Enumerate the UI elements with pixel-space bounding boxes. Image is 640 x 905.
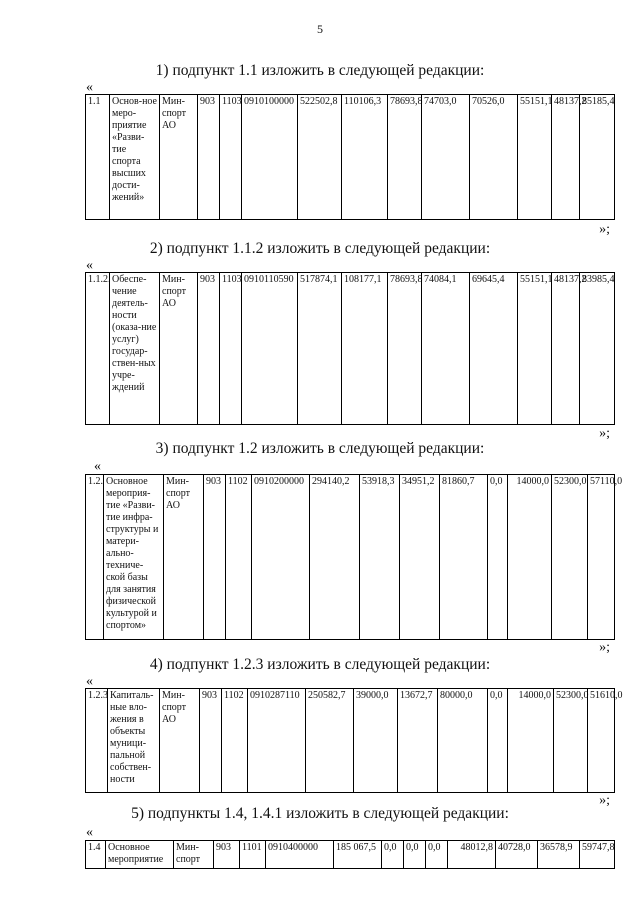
- row-value-year-1: 53918,3: [359, 474, 399, 639]
- row-value-total: 522502,8: [297, 94, 341, 219]
- row-value-year-1: 108177,1: [341, 272, 387, 424]
- row-number: 1.1: [85, 94, 109, 219]
- row-organization: Мин-спорт АО: [159, 688, 199, 792]
- section-3-heading: 3) подпункт 1.2 изложить в следующей редакции:: [155, 440, 485, 457]
- row-name: Основ-ное меро-приятие «Разви-тие спорта высших дости-жений»: [109, 94, 159, 219]
- section-5-heading: 5) подпункты 1.4, 1.4.1 изложить в следующей редакции:: [131, 805, 509, 822]
- section-1-heading: 1) подпункт 1.1 изложить в следующей редакции:: [155, 62, 485, 79]
- row-name: Обеспе-чение деятель-ности (оказа-ние услуг) государ-ствен-ных учре-ждений: [109, 272, 159, 424]
- row-value-year-2: 0,0: [403, 840, 425, 868]
- row-value-year-3: 74703,0: [421, 94, 469, 219]
- row-name: Основное мероприятие: [105, 840, 173, 868]
- row-value-total: 185 067,5: [333, 840, 381, 868]
- section-4-close-mark: »;: [599, 793, 610, 808]
- row-code-section: 1102: [221, 688, 247, 792]
- row-organization: Мин-спорт АО: [163, 474, 203, 639]
- row-value-year-5: 14000,0: [507, 474, 551, 639]
- row-organization: Мин-спорт АО: [159, 272, 197, 424]
- row-value-year-6: 48137,2: [551, 272, 579, 424]
- section-4-open-quote: «: [86, 674, 93, 689]
- row-value-year-4: 0,0: [487, 474, 507, 639]
- row-value-year-7: 57110,0: [587, 474, 615, 639]
- section-2-heading: 2) подпункт 1.1.2 изложить в следующей редакции:: [149, 240, 491, 257]
- row-name: Основное мероприя-тие «Разви-тие инфра-структуры и матери-ально-техниче-ской базы для занятия физической культурой и спортом»: [103, 474, 163, 639]
- section-1-open-quote: «: [86, 80, 93, 95]
- row-value-year-2: 78693,8: [387, 94, 421, 219]
- row-code-target: 0910100000: [241, 94, 297, 219]
- row-code-ministry: 903: [197, 94, 219, 219]
- row-number: 1.2.3: [85, 688, 107, 792]
- row-value-year-2: 78693,8: [387, 272, 421, 424]
- row-code-target: 0910110590: [241, 272, 297, 424]
- row-value-year-5: 55151,1: [517, 272, 551, 424]
- section-3-open-quote: «: [94, 459, 101, 474]
- row-value-year-1: 110106,3: [341, 94, 387, 219]
- row-value-year-6: 52300,0: [551, 474, 587, 639]
- row-organization: Мин-спорт: [173, 840, 213, 868]
- row-number: 1.1.2.: [85, 272, 109, 424]
- row-code-target: 0910287110: [247, 688, 305, 792]
- row-value-year-4: 0,0: [487, 688, 507, 792]
- row-code-section: 1103: [219, 94, 241, 219]
- row-value-year-3: 74084,1: [421, 272, 469, 424]
- section-4-table: [85, 688, 623, 792]
- row-number: 1.4: [85, 840, 105, 868]
- row-value-year-6: 48137,2: [551, 94, 579, 219]
- row-value-year-3: 81860,7: [439, 474, 487, 639]
- row-name: Капиталь-ные вло-жения в объекты муници-пальной собствен-ности: [107, 688, 159, 792]
- page-number: 5: [317, 22, 323, 36]
- row-value-year-4: 70526,0: [469, 94, 517, 219]
- row-value-year-5: 14000,0: [507, 688, 553, 792]
- row-value-year-5: 55151,1: [517, 94, 551, 219]
- row-value-year-1: 39000,0: [353, 688, 397, 792]
- row-code-ministry: 903: [213, 840, 239, 868]
- row-value-year-4: 69645,4: [469, 272, 517, 424]
- row-code-ministry: 903: [203, 474, 225, 639]
- row-code-ministry: 903: [199, 688, 221, 792]
- row-number: 1.2.: [85, 474, 103, 639]
- row-value-year-3: 0,0: [425, 840, 447, 868]
- row-code-target: 0910400000: [265, 840, 333, 868]
- row-value-year-6: 36578,9: [537, 840, 579, 868]
- section-1-table: [85, 94, 615, 219]
- row-value-total: 517874,1: [297, 272, 341, 424]
- section-2-close-mark: »;: [599, 426, 610, 441]
- row-value-total: 294140,2: [309, 474, 359, 639]
- section-1-close-mark: »;: [599, 222, 610, 237]
- section-3-close-mark: »;: [599, 640, 610, 655]
- section-5-open-quote: «: [86, 825, 93, 840]
- section-4-heading: 4) подпункт 1.2.3 изложить в следующей редакции:: [149, 656, 491, 673]
- row-code-target: 0910200000: [251, 474, 309, 639]
- row-code-section: 1101: [239, 840, 265, 868]
- row-value-year-7: 83985,4: [579, 272, 615, 424]
- row-value-year-3: 80000,0: [437, 688, 487, 792]
- row-value-total: 250582,7: [305, 688, 353, 792]
- section-2-table: [85, 272, 615, 424]
- row-value-year-5: 40728,0: [495, 840, 537, 868]
- row-code-section: 1102: [225, 474, 251, 639]
- section-2-open-quote: «: [86, 258, 93, 273]
- row-value-year-2: 13672,7: [397, 688, 437, 792]
- section-5-table: [85, 840, 615, 868]
- row-organization: Мин-спорт АО: [159, 94, 197, 219]
- row-code-ministry: 903: [197, 272, 219, 424]
- row-value-year-7: 51610,0: [587, 688, 615, 792]
- row-value-year-7: 59747,8: [579, 840, 615, 868]
- section-3-table: [85, 474, 623, 639]
- row-value-year-1: 0,0: [381, 840, 403, 868]
- row-value-year-4: 48012,8: [447, 840, 495, 868]
- row-value-year-6: 52300,0: [553, 688, 587, 792]
- row-value-year-2: 34951,2: [399, 474, 439, 639]
- row-code-section: 1103: [219, 272, 241, 424]
- row-value-year-7: 85185,4: [579, 94, 615, 219]
